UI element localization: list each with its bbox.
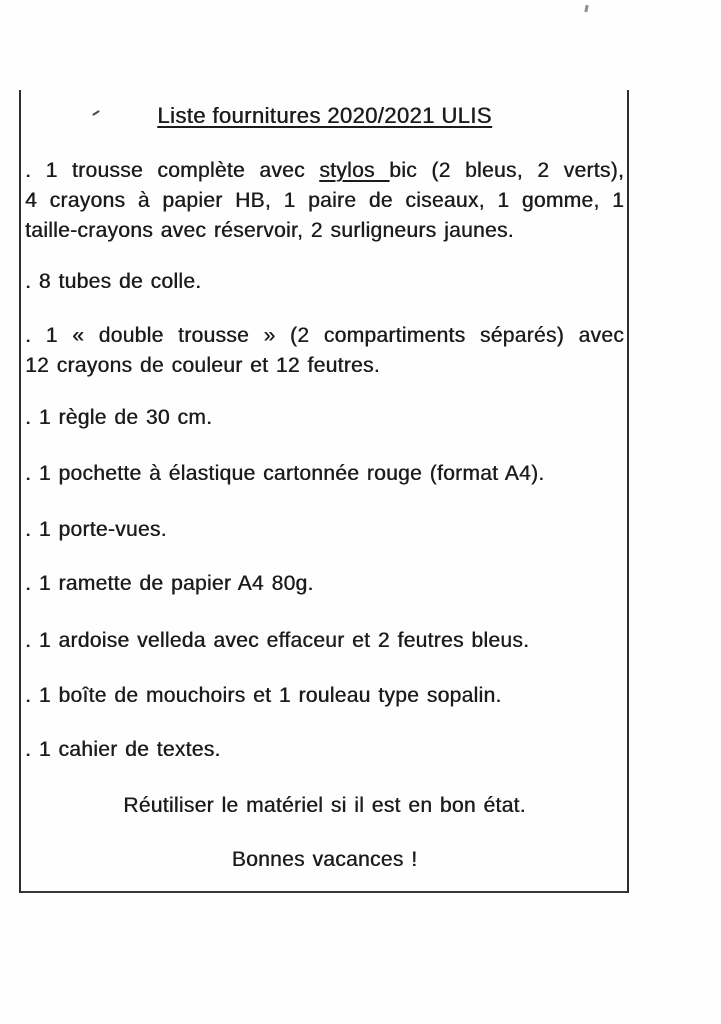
item-text-after-underline: bic (2 bleus, 2 verts), (389, 159, 625, 182)
list-item-trousse-complete (25, 156, 624, 246)
item-text-before-underline: . 1 trousse complète avec (25, 159, 320, 182)
scan-speck-artifact (584, 5, 588, 12)
item-line: taille-crayons avec réservoir, 2 surligneurs jaunes. (25, 219, 514, 242)
note-bonnes-vacances: Bonnes vacances ! (231, 848, 418, 871)
list-item-tubes-colle: . 8 tubes de colle. (25, 270, 202, 293)
list-item-cahier-textes: . 1 cahier de textes. (25, 738, 221, 761)
page-title-text: Liste fournitures 2020/2021 ULIS (157, 103, 492, 128)
list-item-porte-vues: . 1 porte-vues. (25, 518, 167, 541)
list-item-regle: . 1 règle de 30 cm. (25, 406, 213, 429)
page-title (25, 102, 624, 130)
list-item-ramette-papier: . 1 ramette de papier A4 80g. (25, 572, 314, 595)
list-item-ardoise: . 1 ardoise velleda avec effaceur et 2 feutres bleus. (25, 629, 530, 652)
underlined-word-stylos: stylos (319, 159, 390, 182)
list-item-mouchoirs-sopalin: . 1 boîte de mouchoirs et 1 rouleau type sopalin. (25, 684, 502, 707)
item-line (25, 156, 624, 186)
list-item-double-trousse (25, 321, 624, 381)
item-line: 4 crayons à papier HB, 1 paire de ciseaux, 1 gomme, 1 (25, 189, 624, 212)
item-line: . 1 « double trousse » (2 compartiments séparés) avec (25, 324, 624, 347)
item-line: 12 crayons de couleur et 12 feutres. (25, 354, 380, 377)
list-item-pochette: . 1 pochette à élastique cartonnée rouge (format A4). (25, 462, 545, 485)
note-reuse-material: Réutiliser le matériel si il est en bon état. (123, 794, 526, 817)
supply-list-frame (19, 90, 629, 893)
